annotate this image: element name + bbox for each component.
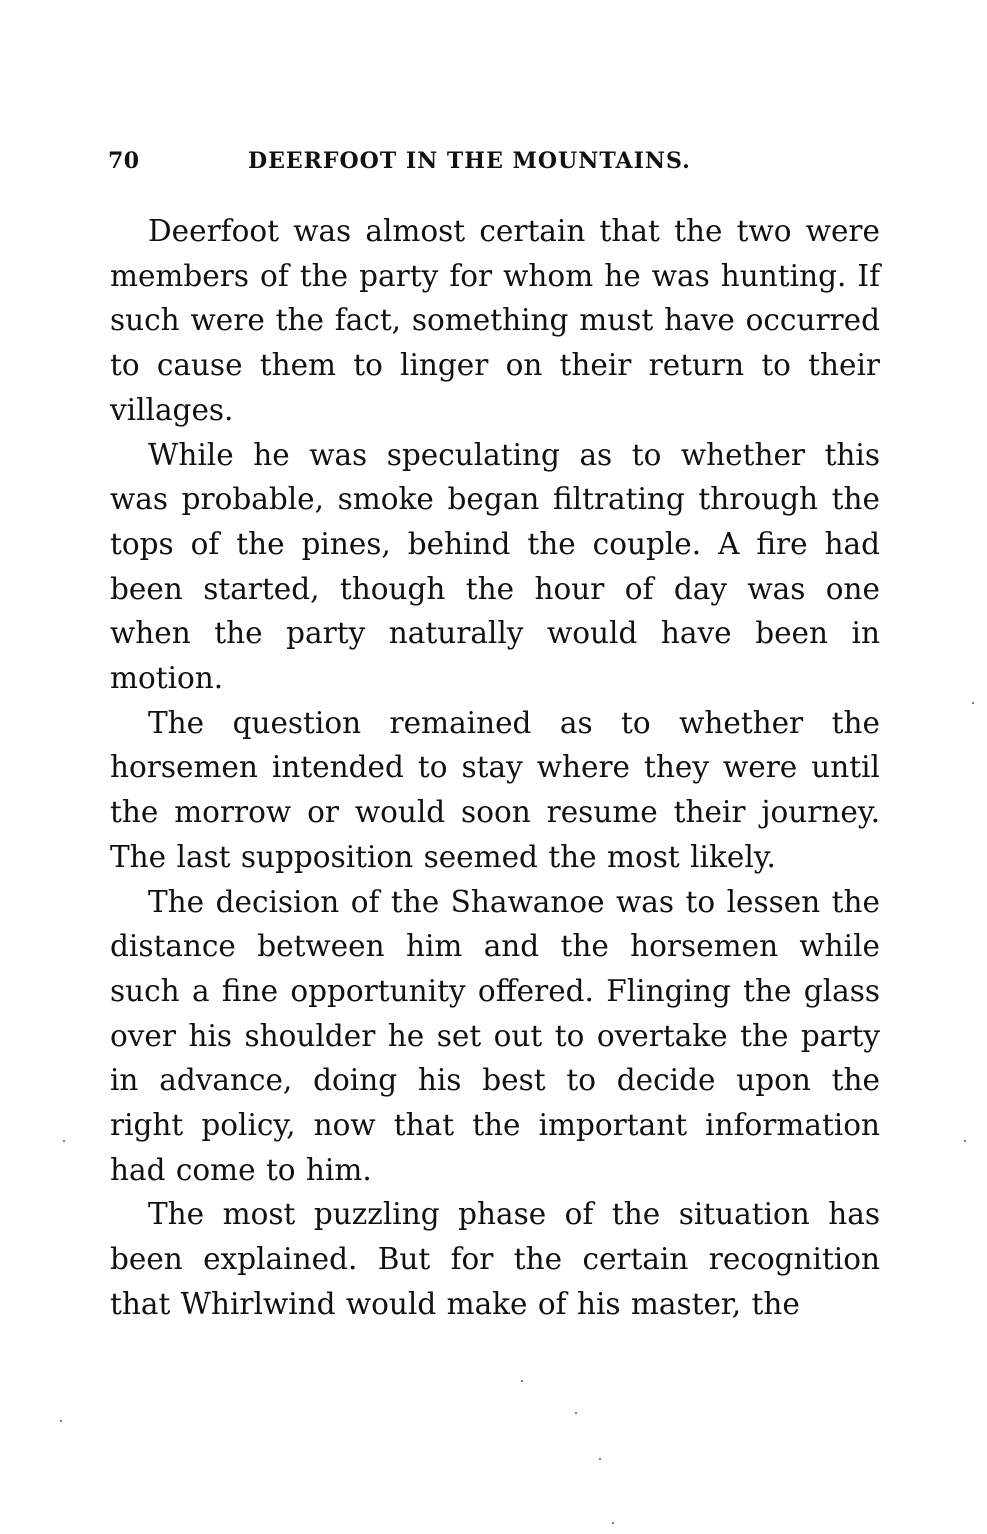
scan-speck: [575, 1412, 577, 1414]
scan-speck: [972, 702, 974, 704]
scan-speck: [599, 1458, 601, 1460]
paragraph-1: Deerfoot was almost certain that the two were members of the party for whom he was hunting. If such were the fact, something must have occurred to cause them to linger on their return to their villages.: [110, 214, 880, 427]
running-title: DEERFOOT IN THE MOUNTAINS.: [248, 148, 691, 174]
paragraph-5: The most puzzling phase of the situation has been explained. But for the certain recognition that Whirlwind would make of his master, the: [110, 1197, 880, 1321]
scan-speck: [63, 1140, 65, 1142]
scan-speck: [964, 1140, 966, 1142]
running-head: [108, 148, 878, 178]
scan-speck: [521, 1380, 523, 1382]
paragraph-4: The decision of the Shawanoe was to lessen the distance between him and the horsemen while such a fine opportunity offered. Flinging the glass over his shoulder he set out to overtake the party in advance, doing his best to decide upon the right policy, now that the important information had come to him.: [110, 884, 880, 1187]
page-number: 70: [108, 148, 140, 174]
scan-speck: [60, 1420, 62, 1422]
paragraph-3: The question remained as to whether the horsemen intended to stay where they were until the morrow or would soon resume their journey. The last supposition seemed the most likely.: [110, 705, 880, 874]
body-text: [110, 209, 880, 1327]
paragraph-2: While he was speculating as to whether this was probable, smoke began filtrating through the tops of the pines, behind the couple. A fire had been started, though the hour of day was one when the party naturally would have been in motion.: [110, 437, 880, 696]
scan-speck: [612, 1522, 614, 1524]
